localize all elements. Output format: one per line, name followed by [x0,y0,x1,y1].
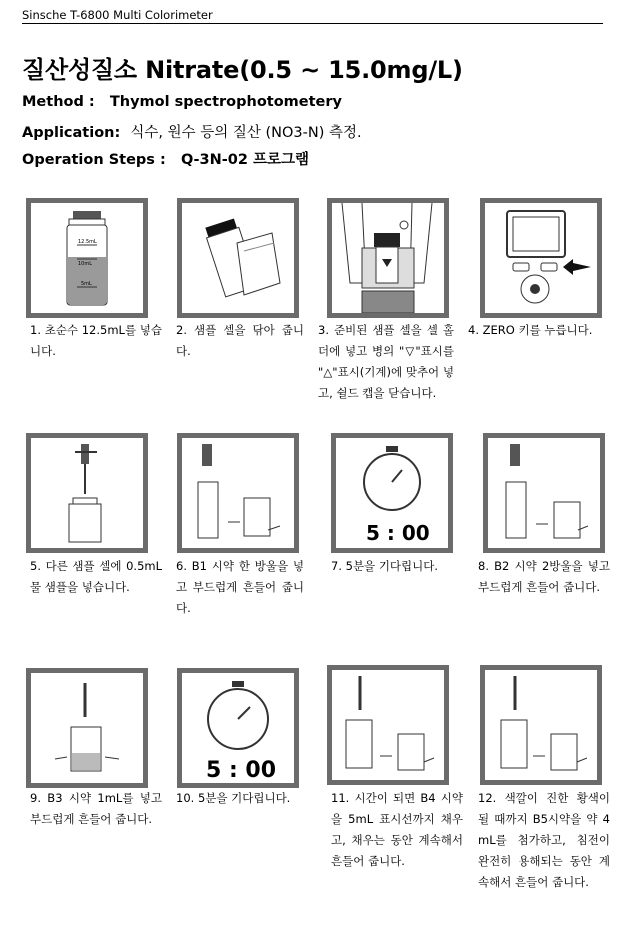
step-1-image [26,198,148,318]
zero-key-icon [485,203,597,313]
wipe-cell-icon [182,203,294,313]
step-5-image [26,433,148,553]
step-8-text: 8. B2 시약 2방울을 넣고 부드럽게 흔들어 줍니다. [478,559,610,594]
step-9-text: 9. B3 시약 1mL를 넣고 부드럽게 흔들어 줍니다. [30,791,162,826]
step-3-text: 3. 준비된 샘플 셀을 셀 홀더에 넣고 병의 "▽"표시를 "△"표시(기계)에 맞추어 넣고, 쉴드 캡을 닫습니다. [318,323,454,400]
method-line [22,94,342,110]
step-6-image [177,433,299,553]
reagent-fill-icon [332,670,444,780]
step-10-image [177,668,299,788]
operation-value: Q-3N-02 프로그램 [180,152,310,168]
application-label: Application: [22,125,121,141]
reagent-fill-icon [485,670,597,780]
page-title: 질산성질소 Nitrate(0.5 ~ 15.0mg/L) [22,56,463,84]
cell-holder-icon [332,203,444,313]
step-3-image [327,198,449,318]
pipette-icon [31,438,143,548]
timer-display: 5 : 00 [366,521,430,545]
operation-line [22,148,309,169]
reagent-add-icon [31,673,143,783]
method-value: Thymol spectrophotometery [109,94,342,110]
method-label: Method : [22,94,95,110]
step-2-text: 2. 샘플 셀을 닦아 줍니다. [176,323,304,358]
step-2-image [177,198,299,318]
document-header: Sinsche T-6800 Multi Colorimeter [22,8,603,24]
reagent-drop-icon [488,438,600,548]
bottle-mark-5: 5mL [81,281,92,287]
step-9-image [26,668,148,788]
operation-label: Operation Steps : [22,152,166,168]
step-10-text: 10. 5분을 기다립니다. [176,791,291,805]
step-11-image [327,665,449,785]
step-5-text: 5. 다른 샘플 셀에 0.5mL 물 샘플을 넣습니다. [30,559,162,594]
step-1-text: 1. 초순수 12.5mL를 넣습니다. [30,323,162,358]
timer-display: 5 : 00 [206,758,277,783]
bottle-mark-12: 12.5mL [78,239,97,245]
step-7-image [331,433,453,553]
step-4-text: 4. ZERO 키를 누릅니다. [468,323,593,337]
step-11-text: 11. 시간이 되면 B4 시약을 5mL 표시선까지 채우고, 채우는 동안 계속해서 흔들어 줍니다. [331,791,463,868]
step-12-image [480,665,602,785]
application-line [22,121,362,142]
stopwatch-icon [336,438,448,548]
reagent-drop-icon [182,438,294,548]
bottle-mark-10: 10mL [78,261,93,267]
step-4-image [480,198,602,318]
step-8-image [483,433,605,553]
application-value: 식수, 원수 등의 질산 (NO3-N) 측정. [130,125,362,141]
stopwatch-icon [182,673,294,783]
sample-bottle-icon [31,203,143,313]
step-12-text: 12. 색깔이 진한 황색이 될 때까지 B5시약을 약 4mL를 첨가하고, 침전이 완전히 용해되는 동안 계속해서 흔들어 줍니다. [478,791,610,889]
step-6-text: 6. B1 시약 한 방울을 넣고 부드럽게 흔들어 줍니다. [176,559,304,615]
step-7-text: 7. 5분을 기다립니다. [331,559,439,573]
